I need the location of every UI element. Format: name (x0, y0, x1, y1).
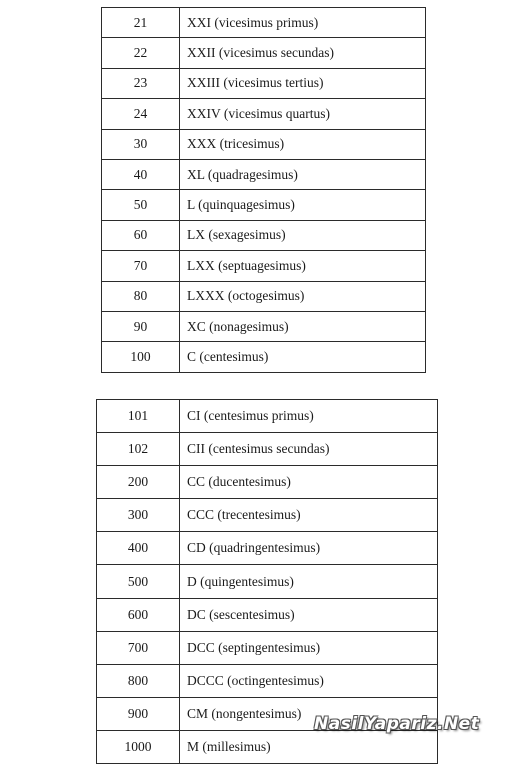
table-row (102, 311, 426, 341)
number-cell: 200 (97, 466, 180, 499)
roman-name-cell: DCC (septingentesimus) (180, 631, 438, 664)
roman-name-cell: XXII (vicesimus secundas) (180, 38, 426, 68)
number-cell: 60 (102, 220, 180, 250)
number-cell: 400 (97, 532, 180, 565)
number-cell: 70 (102, 251, 180, 281)
number-cell: 80 (102, 281, 180, 311)
number-cell: 40 (102, 159, 180, 189)
table-row (97, 664, 438, 697)
roman-name-cell: CI (centesimus primus) (180, 400, 438, 433)
number-cell: 23 (102, 68, 180, 98)
table-row (102, 159, 426, 189)
roman-name-cell: XXIII (vicesimus tertius) (180, 68, 426, 98)
watermark: NasilYapariz.Net (314, 714, 480, 734)
roman-name-cell: XXI (vicesimus primus) (180, 8, 426, 38)
table-row (102, 68, 426, 98)
number-cell: 22 (102, 38, 180, 68)
roman-name-cell: CD (quadringentesimus) (180, 532, 438, 565)
table-row (97, 466, 438, 499)
table-row (97, 565, 438, 598)
table-row (97, 598, 438, 631)
roman-numerals-table-1 (101, 7, 426, 373)
number-cell: 1000 (97, 730, 180, 763)
roman-name-cell: CII (centesimus secundas) (180, 433, 438, 466)
number-cell: 50 (102, 190, 180, 220)
roman-name-cell: XC (nonagesimus) (180, 311, 426, 341)
table-row (97, 499, 438, 532)
roman-name-cell: DC (sescentesimus) (180, 598, 438, 631)
number-cell: 900 (97, 697, 180, 730)
number-cell: 24 (102, 99, 180, 129)
roman-name-cell: XL (quadragesimus) (180, 159, 426, 189)
roman-name-cell: XXX (tricesimus) (180, 129, 426, 159)
roman-name-cell: CM (nongentesimus) (180, 697, 438, 730)
table-row (97, 400, 438, 433)
table-row (102, 8, 426, 38)
number-cell: 90 (102, 311, 180, 341)
roman-name-cell: XXIV (vicesimus quartus) (180, 99, 426, 129)
number-cell: 101 (97, 400, 180, 433)
roman-name-cell: D (quingentesimus) (180, 565, 438, 598)
table-row (102, 281, 426, 311)
table-row (102, 190, 426, 220)
table-row (97, 730, 438, 763)
number-cell: 30 (102, 129, 180, 159)
roman-name-cell: DCCC (octingentesimus) (180, 664, 438, 697)
roman-name-cell: LXXX (octogesimus) (180, 281, 426, 311)
table-row (102, 342, 426, 372)
table-row (102, 99, 426, 129)
number-cell: 21 (102, 8, 180, 38)
table-row (102, 38, 426, 68)
roman-name-cell: L (quinquagesimus) (180, 190, 426, 220)
number-cell: 300 (97, 499, 180, 532)
roman-name-cell: M (millesimus) (180, 730, 438, 763)
table-row (97, 532, 438, 565)
roman-name-cell: LXX (septuagesimus) (180, 251, 426, 281)
number-cell: 800 (97, 664, 180, 697)
table-row (102, 220, 426, 250)
roman-name-cell: CC (ducentesimus) (180, 466, 438, 499)
table-row (97, 631, 438, 664)
number-cell: 100 (102, 342, 180, 372)
number-cell: 102 (97, 433, 180, 466)
table-row (97, 433, 438, 466)
table-row (102, 129, 426, 159)
table-row (102, 251, 426, 281)
number-cell: 600 (97, 598, 180, 631)
roman-name-cell: LX (sexagesimus) (180, 220, 426, 250)
roman-numerals-table-2 (96, 399, 438, 764)
number-cell: 500 (97, 565, 180, 598)
roman-name-cell: CCC (trecentesimus) (180, 499, 438, 532)
roman-name-cell: C (centesimus) (180, 342, 426, 372)
number-cell: 700 (97, 631, 180, 664)
